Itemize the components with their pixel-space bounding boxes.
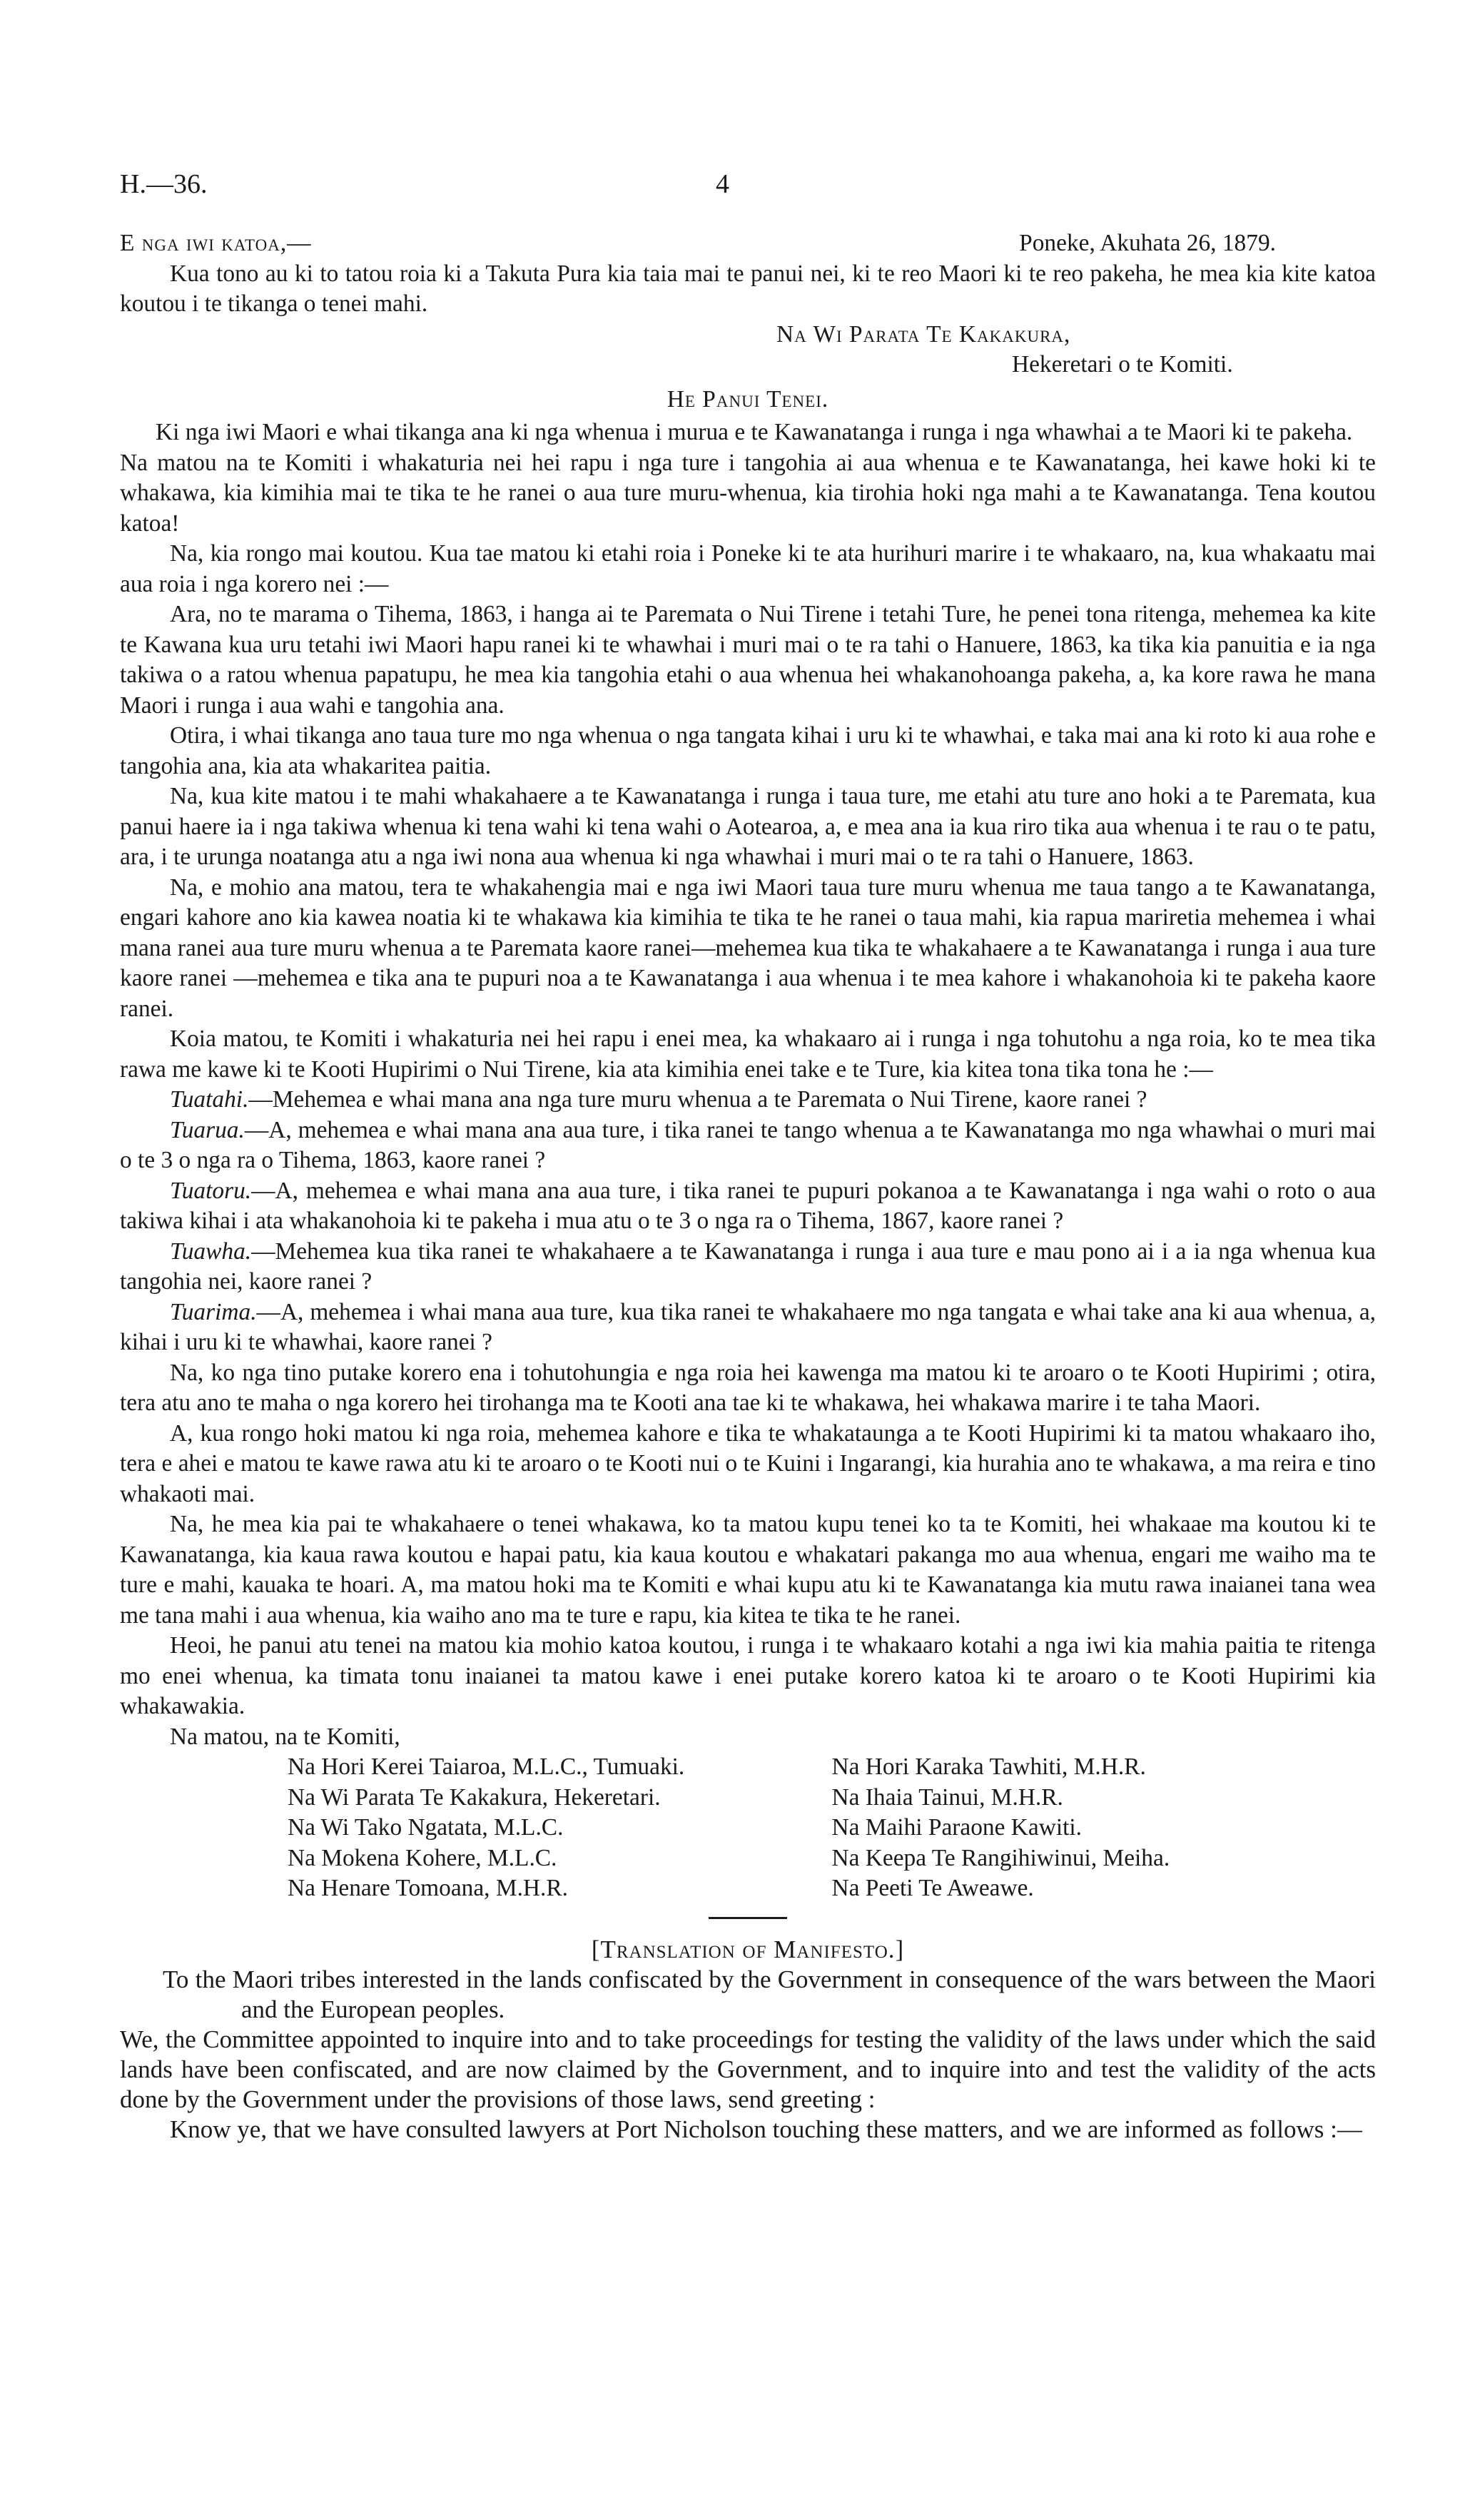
- signatory: Na Hori Kerei Taiaroa, M.L.C., Tumuaki.: [288, 1754, 685, 1780]
- paragraph-1: Na matou na te Komiti i whakaturia nei hei rapu i nga ture i tangohia ai aua whenua e te Kawanatanga, hei kawe hoki ki te whakawa, kia kimihia mai te tika te he ranei o aua ture muru-whenua, kia tirohia hoki nga mahi a te Kawanatanga. Tena koutou katoa!: [120, 449, 1376, 537]
- signatory: Na Ihaia Tainui, M.H.R.: [831, 1783, 1063, 1811]
- paragraph-3: Ara, no te marama o Tihema, 1863, i hanga ai te Paremata o Nui Tirene i tetahi Ture, he penei tona ritenga, mehemea ka kite te Kawana kua uru tetahi iwi Maori hapu ranei ki te whawhai i muri mai o te ra tahi o Hanuere, 1863, ka tika kia panuitia e ia nga takiwa o a ratou whenua papatupu, he mea kia tangohia etahi o aua whenua hei whakanohoanga pakeha, a, ka kore rawa he mana Maori i runga i aua wahi e tangohia ana.: [120, 601, 1376, 719]
- question-5: [120, 1297, 1376, 1358]
- signatory: Na Hori Karaka Tawhiti, M.H.R.: [831, 1754, 1146, 1780]
- question-1: [120, 1085, 1376, 1115]
- question-2-text: —A, mehemea e whai mana ana aua ture, i tika ranei te tango whenua a te Kawanatanga mo nga whawhai o muri mai o te 3 o nga ra o Tihema, 1863, kaore ranei ?: [120, 1116, 1376, 1173]
- paragraph-10: Na, he mea kia pai te whakahaere o tenei whakawa, ko ta matou kupu tenei ko ta te Komiti, hei whakaae ma koutou ki te Kawanatanga, kia kaua rawa koutou e hapai patu, kia kaua koutou e whakatari pakanga mo aua whenua, engari me waiho ma te ture e mahi, kauaka te hoari. A, ma matou hoki ma te Komiti e whai kupu atu ki te Kawanatanga kia mutu rawa inaianei tana wea me tana mahi i aua whenua, kia waiho ano ma te ture e rapu, kia kitea te tika te he ranei.: [120, 1511, 1376, 1629]
- paragraph-2: Na, kia rongo mai koutou. Kua tae matou ki etahi roia i Poneke ki te ata hurihuri marire i te whakaaro, na, kua whakaatu mai aua roia i nga korero nei :—: [120, 540, 1376, 597]
- signatory: Na Wi Tako Ngatata, M.L.C.: [288, 1814, 564, 1841]
- question-1-text: —Mehemea e whai mana ana nga ture muru whenua a te Paremata o Nui Tirene, kaore ranei ?: [248, 1086, 1147, 1113]
- english-translation: [120, 1935, 1376, 2145]
- translation-paragraph-2: Know ye, that we have consulted lawyers at Port Nicholson touching these matters, and we are informed as follows :—: [170, 2115, 1362, 2143]
- paragraph-8: Na, ko nga tino putake korero ena i tohutohungia e nga roia hei kawenga ma matou ki te aroaro o te Kooti Hupirimi ; otira, tera atu ano te maha o nga korero hei tirohanga ma te Kooti ana tae ki te whakawa, hei whakawa marire i te taha Maori.: [120, 1359, 1376, 1416]
- paragraph-9: A, kua rongo hoki matou ki nga roia, mehemea kahore e tika te whakataunga a te Kooti Hupirimi ki ta matou whakaaro iho, tera e ahei e matou te kawe rawa atu ki te aroaro o te Kooti nui o te Kuini i Ingarangi, kia hurahia ano te whakawa, a ma reira e tino whakaoti mai.: [120, 1420, 1376, 1507]
- maori-manifesto: [120, 228, 1376, 2145]
- translation-heading: [Translation of Manifesto.]: [591, 1935, 905, 1963]
- paragraph-5: Na, kua kite matou i te mahi whakahaere a te Kawanatanga i runga i taua ture, me etahi atu ture ano hoki a te Paremata, kua panui haere ia i nga takiwa whenua ki tena wahi ki tena wahi o Aotearoa, a, e mea ana ia kua riro tika aua whenua i te rau o te patu, ara, i te urunga noatanga atu a nga iwi nona aua whenua ki nga whawhai i muri mai o te ra tahi o Hanuere, 1863.: [120, 783, 1376, 870]
- paragraph-11: Heoi, he panui atu tenei na matou kia mohio katoa koutou, i runga i te whakaaro kotahi a nga iwi kia mahia paitia te ritenga mo enei whenua, ka timata tonu inaianei ta matou kawe i enei putake korero katoa ki te aroaro o te Kooti Hupirimi kia whakawakia.: [120, 1632, 1376, 1719]
- page-number: 4: [716, 169, 729, 199]
- question-4-label: Tuawha.: [170, 1238, 252, 1265]
- salutation: E nga iwi katoa,—: [120, 230, 312, 256]
- translation-address: To the Maori tribes interested in the lands confiscated by the Government in consequence of the wars between the Maori and the European peoples.: [163, 1965, 1376, 2023]
- signatories-left: [288, 1752, 832, 1904]
- signatory: Na Wi Parata Te Kakakura, Hekeretari.: [288, 1783, 661, 1811]
- address-line: Ki nga iwi Maori e whai tikanga ana ki nga whenua i murua e te Kawanatanga i runga i nga whawhai a te Maori ki te pakeha.: [156, 419, 1353, 445]
- salutation-line: [120, 228, 1376, 259]
- signatory: Na Henare Tomoana, M.H.R.: [288, 1875, 568, 1901]
- signatory: Na Mokena Kohere, M.L.C.: [288, 1844, 557, 1871]
- paragraph-4: Otira, i whai tikanga ano taua ture mo nga whenua o nga tangata kihai i uru ki te whawhai, e taka mai ana ki roto ki aua rohe e tangohia ana, kia ata whakaritea paitia.: [120, 722, 1376, 779]
- question-1-label: Tuatahi.: [170, 1086, 249, 1113]
- signatory: Na Peeti Te Aweawe.: [831, 1875, 1034, 1901]
- paragraph-7: Koia matou, te Komiti i whakaturia nei hei rapu i enei mea, ka whakaaro ai i runga i nga tohutohu a nga roia, ko te mea tika rawa me kawe ki te Kooti Hupirimi o Nui Tirene, kia ata kimihia enei take e te Ture, kia kitea tona tika tona he :—: [120, 1026, 1376, 1083]
- page: [120, 168, 1376, 2145]
- question-2-label: Tuarua.: [170, 1116, 245, 1143]
- question-4-text: —Mehemea kua tika ranei te whakahaere a te Kawanatanga i runga i aua ture e mau pono ai i a ia nga whenua kua tangohia nei, kaore ranei ?: [120, 1238, 1376, 1295]
- question-3: [120, 1176, 1376, 1237]
- question-5-label: Tuarima.: [170, 1298, 257, 1325]
- secretary-signature: Na Wi Parata Te Kakakura,: [776, 320, 1071, 348]
- question-2: [120, 1115, 1376, 1176]
- manifesto-heading: He Panui Tenei.: [666, 385, 829, 413]
- question-5-text: —A, mehemea i whai mana aua ture, kua tika ranei te whakahaere mo nga tangata e whai take ana ki aua whenua, a, kihai i uru ki te whawhai, kaore ranei ?: [120, 1298, 1376, 1355]
- secretary-title: Hekeretari o te Komiti.: [1012, 351, 1233, 378]
- paragraph-6: Na, e mohio ana matou, tera te whakahengia mai e nga iwi Maori taua ture muru whenua me taua tango a te Kawanatanga, engari kahore ano kia kawea noatia ki te whakawa kia kimihia te tika te he ranei o taua mahi, kia rapua mariretia mehemea i whai mana ranei aua ture muru whenua a te Paremata kaore ranei—mehemea kua tika te whakahaere a te Kawanatanga i runga i aua ture kaore ranei —mehemea e tika ana te pupuri noa a te Kawanatanga i aua whenua i te mea kahore i whakanohoia ki te pakeha kaore ranei.: [120, 874, 1376, 1022]
- closing-line: Na matou, na te Komiti,: [170, 1723, 400, 1750]
- question-3-label: Tuatoru.: [170, 1177, 252, 1204]
- question-4: [120, 1237, 1376, 1297]
- place-date: Poneke, Akuhata 26, 1879.: [1019, 230, 1276, 256]
- question-3-text: —A, mehemea e whai mana ana aua ture, i tika ranei te pupuri pokanoa a te Kawanatanga i nga wahi o roto o aua takiwa kihai i ata whakanohoia ki te pakeha i mua atu o te 3 o nga ra o Tihema, 1867, kaore ranei ?: [120, 1177, 1376, 1234]
- page-header: [120, 168, 1376, 211]
- signatories: [120, 1752, 1376, 1904]
- translation-paragraph-1: We, the Committee appointed to inquire into and to take proceedings for testing the validity of the laws under which the said lands have been confiscated, and are now claimed by the Government, and to inquire into and test the validity of the acts done by the Government under the provisions of those laws, send greeting :: [120, 2025, 1376, 2113]
- signatory: Na Maihi Paraone Kawiti.: [831, 1814, 1083, 1841]
- intro-paragraph: Kua tono au ki to tatou roia ki a Takuta Pura kia taia mai te panui nei, ki te reo Maori ki te reo pakeha, he mea kia kite katoa koutou i te tikanga o tenei mahi.: [120, 260, 1376, 317]
- signatory: Na Keepa Te Rangihiwinui, Meiha.: [831, 1844, 1170, 1871]
- section-divider: [709, 1917, 787, 1919]
- signatories-right: [832, 1752, 1377, 1904]
- document-reference: H.—36.: [120, 169, 208, 199]
